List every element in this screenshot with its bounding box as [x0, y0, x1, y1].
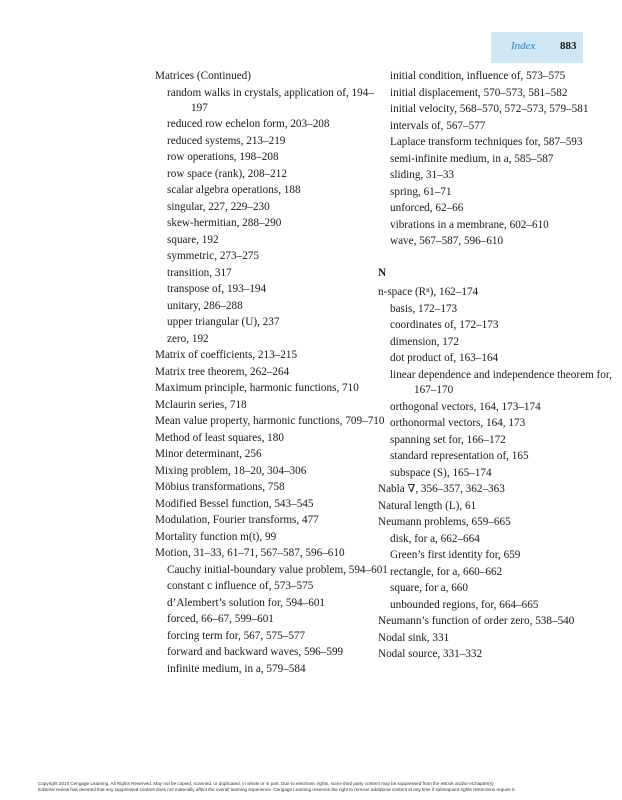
index-subentry: orthogonal vectors, 164, 173–174 [390, 400, 541, 413]
page-number: 883 [560, 40, 577, 52]
running-head: Index [511, 40, 536, 52]
index-subentry: dot product of, 163–164 [390, 352, 499, 365]
index-subentry: wave, 567–587, 596–610 [390, 235, 504, 247]
index-subentry: spanning set for, 166–172 [390, 433, 506, 446]
index-subentry: unbounded regions, for, 664–665 [390, 598, 539, 611]
index-subentry: Cauchy initial-boundary value problem, 594–601 [167, 563, 388, 576]
index-entry: Nabla ∇, 356–357, 362–363 [378, 483, 505, 496]
index-subentry: rectangle, for a, 660–662 [390, 565, 503, 578]
index-subentry: zero, 192 [167, 332, 209, 345]
index-subentry: d’Alembert’s solution for, 594–601 [167, 596, 326, 609]
index-subentry: square, 192 [167, 233, 219, 246]
index-subentry: linear dependence and independence theorem for, 167–170 [390, 368, 612, 397]
index-entry: Matrix tree theorem, 262–264 [155, 365, 290, 378]
index-subentry: basis, 172–173 [390, 302, 458, 315]
index-entry: Mixing problem, 18–20, 304–306 [155, 464, 307, 477]
copyright-line-2: Editorial review has deemed that any suppressed content does not materially affect the overall learning experience. Cengage Learning reserves the right to remove additional content at any time if subsequent rights restrictions require it. [38, 787, 516, 792]
copyright-footer [38, 781, 598, 793]
index-subentry: unitary, 286–288 [167, 299, 243, 312]
index-entry: Natural length (L), 61 [378, 499, 477, 512]
index-subentry: reduced row echelon form, 203–208 [167, 118, 330, 131]
index-subentry: constant c influence of, 573–575 [167, 580, 314, 593]
index-subentry: spring, 61–71 [390, 185, 452, 198]
index-entry: Neumann’s function of order zero, 538–540 [378, 615, 575, 628]
index-subentry: vibrations in a membrane, 602–610 [390, 218, 549, 231]
index-subentry: unforced, 62–66 [390, 202, 464, 214]
index-subentry: initial condition, influence of, 573–575 [390, 70, 566, 82]
index-subentry: standard representation of, 165 [390, 450, 529, 463]
copyright-line-1: Copyright 2010 Cengage Learning. All Rights Reserved. May not be copied, scanned, or duplicated, in whole or in part. Due to electronic rights, some third party content may be suppressed from the eBook and/or eChapter(s). [38, 781, 495, 786]
index-entry: Motion, 31–33, 61–71, 567–587, 596–610 [155, 547, 345, 560]
index-subentry: Green’s first identity for, 659 [390, 549, 521, 562]
index-entry: Neumann problems, 659–665 [378, 516, 511, 529]
index-subentry: infinite medium, in a, 579–584 [167, 662, 306, 675]
index-entry: Matrix of coefficients, 213–215 [155, 349, 298, 362]
index-subentry: coordinates of, 172–173 [390, 319, 499, 332]
index-entry: Nodal source, 331–332 [378, 648, 483, 661]
index-subentry: sliding, 31–33 [390, 169, 455, 181]
index-column-left [155, 69, 390, 678]
index-subentry: orthonormal vectors, 164, 173 [390, 417, 526, 430]
section-letter: N [378, 267, 387, 280]
index-subentry: semi-infinite medium, in a, 585–587 [390, 152, 554, 165]
index-entry: Mclaurin series, 718 [155, 398, 247, 411]
index-subentry: reduced systems, 213–219 [167, 134, 286, 147]
index-subentry: scalar algebra operations, 188 [167, 184, 301, 197]
index-subentry: forward and backward waves, 596–599 [167, 646, 344, 659]
index-entry: Nodal sink, 331 [378, 631, 450, 644]
index-entry: Minor determinant, 256 [155, 448, 262, 461]
index-subentry: initial velocity, 568–570, 572–573, 579–581 [390, 103, 589, 115]
index-subentry: transpose of, 193–194 [167, 283, 267, 296]
index-subentry: row space (rank), 208–212 [167, 167, 287, 180]
index-entry: Mortality function m(t), 99 [155, 530, 277, 543]
index-subentry: square, for a, 660 [390, 582, 468, 595]
index-subentry: initial displacement, 570–573, 581–582 [390, 86, 568, 99]
index-entry: Method of least squares, 180 [155, 431, 284, 444]
index-subentry: random walks in crystals, application of, 194–197 [167, 86, 374, 114]
index-subentry: skew-hermitian, 288–290 [167, 217, 282, 230]
index-subentry: forced, 66–67, 599–601 [167, 613, 274, 626]
index-subentry: row operations, 198–208 [167, 151, 279, 164]
index-entry: Mean value property, harmonic functions, 709–710 [155, 415, 385, 428]
index-subentry: Laplace transform techniques for, 587–593 [390, 136, 583, 148]
index-subentry: subspace (S), 165–174 [390, 466, 492, 479]
index-entry: Modified Bessel function, 543–545 [155, 497, 314, 510]
index-entry: Matrices (Continued) [155, 70, 252, 82]
index-entry: Möbius transformations, 758 [155, 481, 285, 494]
index-subentry: singular, 227, 229–230 [167, 200, 270, 213]
index-subentry: dimension, 172 [390, 335, 459, 348]
index-subentry: transition, 317 [167, 266, 232, 279]
index-entry: n-space (Rⁿ), 162–174 [378, 286, 479, 299]
index-subentry: symmetric, 273–275 [167, 250, 259, 263]
index-subentry: upper triangular (U), 237 [167, 316, 280, 329]
index-column-right [378, 69, 613, 664]
index-entry: Modulation, Fourier transforms, 477 [155, 514, 319, 527]
index-subentry: intervals of, 567–577 [390, 119, 486, 132]
index-subentry: forcing term for, 567, 575–577 [167, 629, 306, 642]
index-entry: Maximum principle, harmonic functions, 710 [155, 382, 359, 395]
index-subentry: disk, for a, 662–664 [390, 532, 480, 545]
